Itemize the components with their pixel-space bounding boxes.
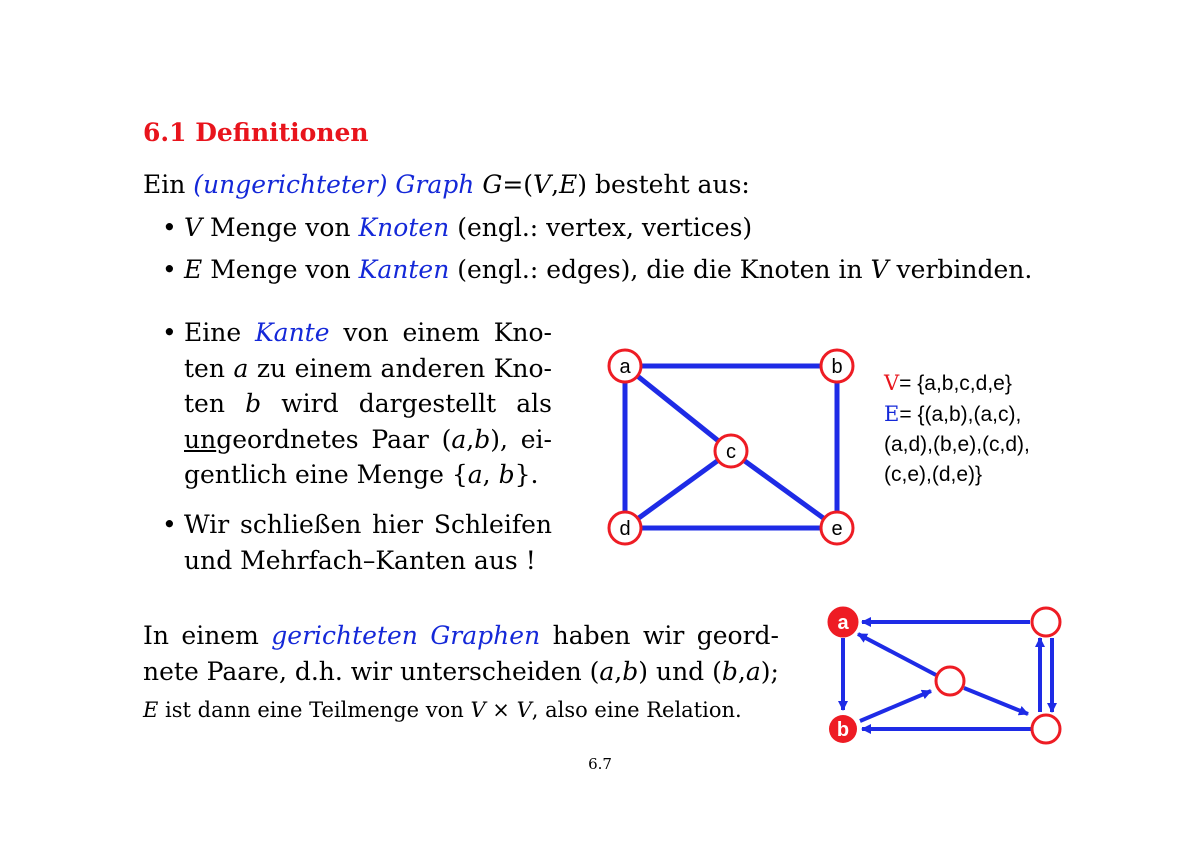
bullet-icon: •	[162, 255, 177, 284]
vertex-set: V= {a,b,c,d,e}	[884, 371, 1012, 395]
dnode-label-a: a	[837, 612, 849, 634]
node-b	[821, 350, 853, 382]
dnode-c	[936, 667, 964, 695]
arc-b-c	[860, 691, 931, 721]
directed-nodes	[829, 608, 1060, 743]
edge-c-d	[625, 451, 731, 528]
term-gerichteter-graph: gerichteten Graphen	[271, 621, 541, 650]
node-label-e: e	[831, 518, 843, 540]
bullet-icon: •	[162, 510, 177, 539]
term-kanten: Kanten	[358, 255, 450, 284]
kante-line-1: Eine Kante von einem Kno-	[184, 318, 552, 347]
term-knoten: Knoten	[358, 213, 450, 242]
intro-line: Ein (ungerichteter) Graph G=(V,E) besteht aus:	[143, 170, 750, 199]
kante-line-4: ungeordnetes Paar (a,b), ei-	[184, 425, 552, 454]
arc-c-a	[858, 634, 936, 675]
page-number: 6.7	[588, 755, 612, 773]
node-label-c: c	[726, 441, 736, 463]
edge-set-1: E= {(a,b),(a,c),	[884, 402, 1022, 426]
edge-c-e	[731, 451, 837, 528]
term-kante: Kante	[254, 318, 330, 347]
dnode-br	[1032, 715, 1060, 743]
bullet-icon: •	[162, 318, 177, 347]
bullet-vertices: • V Menge von Knoten (engl.: vertex, vertices)	[162, 213, 753, 242]
node-label-b: b	[831, 356, 843, 378]
edge-set-2: (a,d),(b,e),(c,d),	[884, 433, 1030, 456]
dnode-tr	[1032, 608, 1060, 636]
term-graph: (ungerichteter) Graph	[193, 170, 475, 199]
dnode-label-b: b	[836, 719, 850, 741]
node-label-a: a	[619, 356, 631, 378]
kante-line-3: ten b wird dargestellt als	[184, 389, 552, 418]
edge-a-c	[625, 366, 731, 451]
node-label-d: d	[619, 518, 631, 540]
directed-line-3: E ist dann eine Teilmenge von V × V, also eine Relation.	[143, 698, 742, 722]
edge-set-3: (c,e),(d,e)}	[884, 463, 983, 486]
node-d	[609, 512, 641, 544]
node-e	[821, 512, 853, 544]
directed-line-1: In einem gerichteten Graphen haben wir geord-	[143, 621, 780, 650]
kante-line-5: gentlich eine Menge {a, b}.	[184, 460, 539, 489]
directed-line-2: nete Paare, d.h. wir unterscheiden (a,b) und (b,a);	[143, 657, 779, 686]
schleifen-line-2: und Mehrfach–Kanten aus !	[184, 546, 536, 575]
bullet-edges: • E Menge von Kanten (engl.: edges), die die Knoten in V verbinden.	[162, 255, 1033, 284]
node-c	[715, 435, 747, 467]
section-title: 6.1 Definitionen	[143, 118, 369, 147]
arc-c-br	[964, 688, 1028, 714]
dnode-b	[829, 715, 857, 743]
node-a	[609, 350, 641, 382]
kante-line-2: ten a zu einem anderen Kno-	[184, 354, 552, 383]
schleifen-line-1: Wir schließen hier Schleifen	[184, 510, 552, 539]
bullet-icon: •	[162, 213, 177, 242]
dnode-a	[829, 608, 857, 636]
